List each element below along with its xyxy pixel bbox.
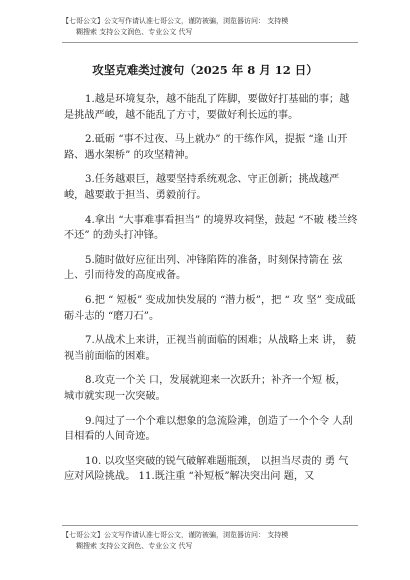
page-header: [62, 16, 362, 38]
paragraph-5: 5.随时做好应征出列、冲锋陷阵的准备，时刻保持箭在 弦上、引而待发的高度戒备。: [64, 254, 343, 282]
page-footer: [62, 530, 362, 552]
paragraph-9: 9.闯过了一个个难以想象的急流险滩，创造了一个个令 人刮目相看的人间奇迹。: [64, 415, 353, 443]
document-body: [64, 92, 358, 494]
paragraph-6: 6.把 “ 短板” 变成加快发展的 “潜力板”，把 “ 攻 坚” 变成砥砺斗志的 “磨刀石”。: [64, 294, 356, 322]
header-line-2: 糊搜索 支持公文润色、专业公文 代写: [76, 28, 193, 36]
paragraph-2: 2.砥砺 “事不过夜、马上就办” 的干练作风，提振 “逢 山开路、遇水架桥” 的攻坚精神。: [64, 134, 348, 161]
footer-line-1: 【七哥公文】公文写作请认准七哥公文，谨防被骗，浏览器访问： 支持模: [62, 531, 289, 539]
paragraph-3: 3.任务越艰巨，越要坚持系统观念、守正创新；挑战越严峻，越要敢于担当、勇毅前行。: [64, 174, 340, 201]
footer-line-2: 糊搜索 支持公文润色、专业公文 代写: [76, 542, 193, 550]
paragraph-10: 10. 以攻坚突破的锐气破解难题瓶颈， 以担当尽责的 勇 气应对风险挑战。 11.既注重 “补短板”解决突出问 题，又: [64, 455, 349, 483]
header-line-1: 【七哥公文】公文写作请认准七哥公文，谨防被骗，浏览器访问： 支持模: [62, 17, 289, 25]
paragraph-8: 8.攻克一个关 口，发展就迎来一次跃升；补齐一个短 板， 城市就实现一次突破。: [64, 375, 346, 402]
document-title: 攻坚克难类过渡句（2025 年 8 月 12 日）: [92, 63, 318, 77]
paragraph-7: 7.从战术上来讲，正视当前面临的困难；从战略上来 讲， 藐视当前面临的困难。: [64, 335, 356, 362]
paragraph-1: 1.越是环境复杂，越不能乱了阵脚，要做好打基础的事；越是挑战严峻，越不能乱了方寸，要做好利长远的事。: [64, 94, 350, 121]
header-divider: [62, 42, 358, 43]
paragraph-4: 4.拿出 “大事难事看担当” 的境界攻祠堡，鼓起 “不破 楼兰终不还” 的劲头打冲锋。: [64, 214, 358, 242]
footer-divider: [62, 525, 358, 526]
